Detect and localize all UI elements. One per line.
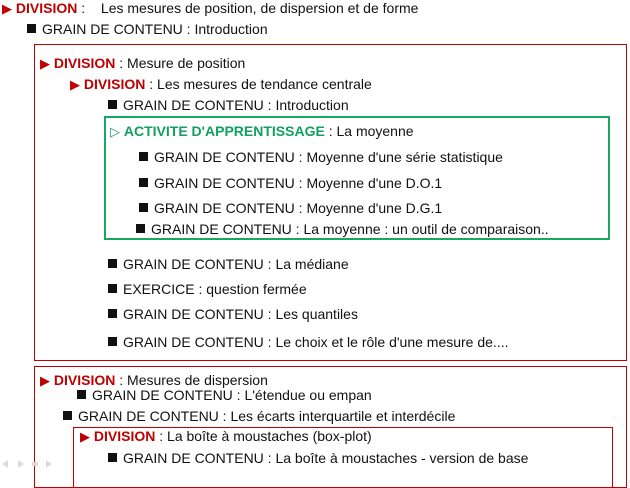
- exercise-label: EXERCICE : question fermée: [123, 281, 307, 297]
- grain-label: GRAIN DE CONTENU : Introduction: [42, 21, 268, 37]
- division-triangle-icon: ▶: [80, 429, 90, 444]
- root-division-row[interactable]: [2, 0, 418, 17]
- faint-arrows-icon: [0, 458, 60, 470]
- division-row-boxplot[interactable]: [80, 428, 372, 445]
- grain-label: GRAIN DE CONTENU : Le choix et le rôle d'une mesure de....: [123, 334, 509, 350]
- grain-row[interactable]: [108, 306, 358, 322]
- division-triangle-icon: ▶: [40, 373, 50, 388]
- division-title: Les mesures de position, de dispersion et de forme: [100, 0, 419, 16]
- grain-label: GRAIN DE CONTENU : Introduction: [123, 97, 349, 113]
- division-keyword: DIVISION: [15, 0, 78, 16]
- grain-label: GRAIN DE CONTENU : Les écarts interquartile et interdécile: [78, 408, 456, 424]
- division-triangle-icon: ▶: [70, 77, 80, 92]
- activity-triangle-icon: ▷: [110, 124, 120, 139]
- square-bullet-icon: [139, 178, 148, 187]
- grain-label: GRAIN DE CONTENU : La boîte à moustaches - version de base: [123, 450, 529, 466]
- grain-label: GRAIN DE CONTENU : L'étendue ou empan: [92, 387, 372, 403]
- activity-title: La moyenne: [336, 123, 414, 139]
- division-title: La boîte à moustaches (box-plot): [167, 428, 372, 444]
- grain-label: GRAIN DE CONTENU : Moyenne d'une D.G.1: [154, 200, 443, 216]
- square-bullet-icon: [108, 284, 117, 293]
- grain-label: GRAIN DE CONTENU : La moyenne : un outil de comparaison..: [151, 221, 549, 237]
- grain-row[interactable]: [108, 450, 528, 466]
- grain-row[interactable]: [139, 149, 503, 165]
- square-bullet-icon: [108, 259, 117, 268]
- grain-row[interactable]: [139, 200, 442, 216]
- exercise-row[interactable]: [108, 281, 307, 297]
- division-title: Mesure de position: [127, 55, 246, 71]
- grain-label: GRAIN DE CONTENU : Moyenne d'une D.O.1: [154, 175, 443, 191]
- division-keyword: DIVISION: [93, 428, 156, 444]
- grain-row[interactable]: [63, 408, 455, 424]
- division-triangle-icon: ▶: [2, 1, 12, 16]
- square-bullet-icon: [136, 224, 145, 233]
- division-row-central[interactable]: [70, 76, 372, 93]
- activity-keyword: ACTIVITE D'APPRENTISSAGE: [123, 123, 325, 139]
- division-separator: :: [115, 55, 128, 71]
- grain-row[interactable]: [139, 175, 442, 191]
- grain-row[interactable]: [77, 387, 372, 403]
- division-separator: :: [145, 76, 158, 92]
- grain-label: GRAIN DE CONTENU : La médiane: [123, 256, 349, 272]
- square-bullet-icon: [139, 152, 148, 161]
- division-separator: :: [115, 372, 128, 388]
- grain-label: GRAIN DE CONTENU : Les quantiles: [123, 306, 358, 322]
- division-keyword: DIVISION: [53, 55, 116, 71]
- division-separator: :: [155, 428, 168, 444]
- square-bullet-icon: [63, 411, 72, 420]
- division-keyword: DIVISION: [53, 372, 116, 388]
- grain-label: GRAIN DE CONTENU : Moyenne d'une série statistique: [154, 149, 503, 165]
- grain-row[interactable]: [27, 21, 268, 37]
- square-bullet-icon: [108, 309, 117, 318]
- activity-row[interactable]: [110, 123, 414, 140]
- division-triangle-icon: ▶: [40, 56, 50, 71]
- division-row-position[interactable]: [40, 55, 245, 72]
- grain-row[interactable]: [108, 334, 509, 350]
- grain-row[interactable]: [136, 221, 549, 237]
- square-bullet-icon: [77, 390, 86, 399]
- square-bullet-icon: [108, 337, 117, 346]
- square-bullet-icon: [108, 453, 117, 462]
- division-keyword: DIVISION: [83, 76, 146, 92]
- square-bullet-icon: [139, 203, 148, 212]
- grain-row[interactable]: [108, 256, 349, 272]
- division-title: Les mesures de tendance centrale: [157, 76, 372, 92]
- grain-row[interactable]: [108, 97, 349, 113]
- square-bullet-icon: [27, 24, 36, 33]
- square-bullet-icon: [108, 100, 117, 109]
- division-separator: :: [77, 0, 90, 16]
- division-title: Mesures de dispersion: [127, 372, 268, 388]
- faint-decoration: [0, 458, 60, 470]
- activity-separator: :: [324, 123, 337, 139]
